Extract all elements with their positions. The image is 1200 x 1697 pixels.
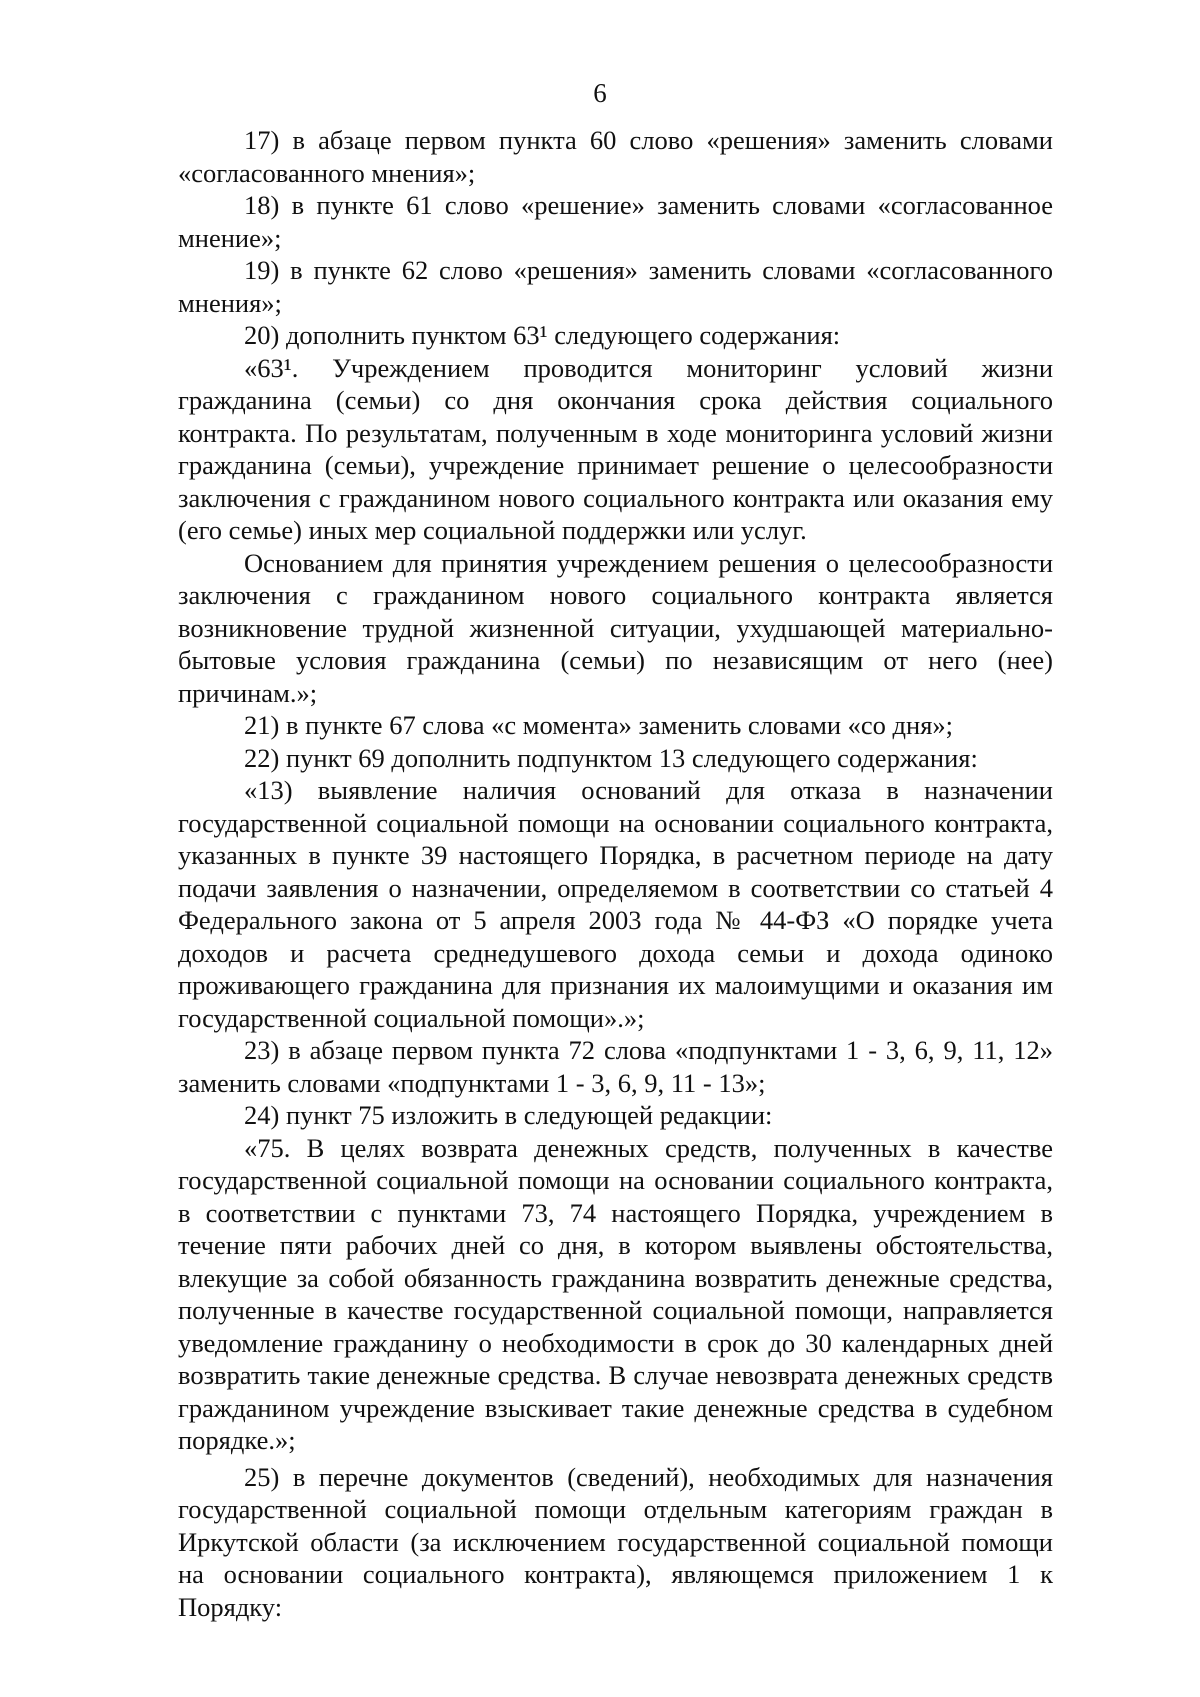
paragraph-quote-63-1-basis: Основанием для принятия учреждением решения о целесообразности заключения с гражданином нового социального контракта является возникновение трудной жизненной ситуации, ухудшающей материально-бытовые условия гражданина (семьи) по независящим от него (нее) причинам.»; xyxy=(178,547,1053,708)
paragraph-item-17: 17) в абзаце первом пункта 60 слово «решения» заменить словами «согласованного мнения»; xyxy=(178,125,1053,188)
paragraph-item-20: 20) дополнить пунктом 63¹ следующего содержания: xyxy=(244,320,841,350)
paragraph-item-19: 19) в пункте 62 слово «решения» заменить словами «согласованного мнения»; xyxy=(178,255,1053,318)
paragraph-quote-13: «13) выявление наличия оснований для отказа в назначении государственной социальной помощи на основании социального контракта, указанных в пункте 39 настоящего Порядка, в расчетном периоде на дату подачи заявления о назначении, определяемом в соответствии со статьей 4 Федерального закона от 5 апреля 2003 года № 44-ФЗ «О порядке учета доходов и расчета среднедушевого дохода семьи и дохода одиноко проживающего гражданина для признания их малоимущими и оказания им государственной социальной помощи».»; xyxy=(178,775,1053,1033)
paragraph-item-18: 18) в пункте 61 слово «решение» заменить словами «согласованное мнение»; xyxy=(178,190,1053,253)
paragraph-quote-63-1: «63¹. Учреждением проводится мониторинг условий жизни гражданина (семьи) со дня окончания срока действия социального контракта. По результатам, полученным в ходе мониторинга условий жизни гражданина (семьи), учреждение принимает решение о целесообразности заключения с гражданином нового социального контракта или оказания ему (его семье) иных мер социальной поддержки или услуг. xyxy=(178,352,1053,545)
document-body xyxy=(178,124,1053,1623)
paragraph-item-22: 22) пункт 69 дополнить подпунктом 13 следующего содержания: xyxy=(244,742,978,773)
paragraph-item-23: 23) в абзаце первом пункта 72 слова «подпунктами 1 - 3, 6, 9, 11, 12» заменить словами «подпунктами 1 - 3, 6, 9, 11 - 13»; xyxy=(178,1035,1053,1098)
paragraph-item-21: 21) в пункте 67 слова «с момента» заменить словами «со дня»; xyxy=(244,710,954,740)
page-number: 6 xyxy=(593,78,607,108)
paragraph-quote-75: «75. В целях возврата денежных средств, полученных в качестве государственной социальной помощи на основании социального контракта, в соответствии с пунктами 73, 74 настоящего Порядка, учреждением в течение пяти рабочих дней со дня, в котором выявлены обстоятельства, влекущие за собой обязанность гражданина возвратить денежные средства, полученные в качестве государственной социальной помощи, направляется уведомление гражданину о необходимости в срок до 30 календарных дней возвратить такие денежные средства. В случае невозврата денежных средств гражданином учреждение взыскивает такие денежные средства в судебном порядке.»; xyxy=(178,1132,1053,1455)
paragraph-item-24: 24) пункт 75 изложить в следующей редакции: xyxy=(244,1100,773,1130)
paragraph-item-25: 25) в перечне документов (сведений), необходимых для назначения государственной социальной помощи отдельным категориям граждан в Иркутской области (за исключением государственной социальной помощи на основании социального контракта), являющемся приложением 1 к Порядку: xyxy=(178,1461,1053,1622)
